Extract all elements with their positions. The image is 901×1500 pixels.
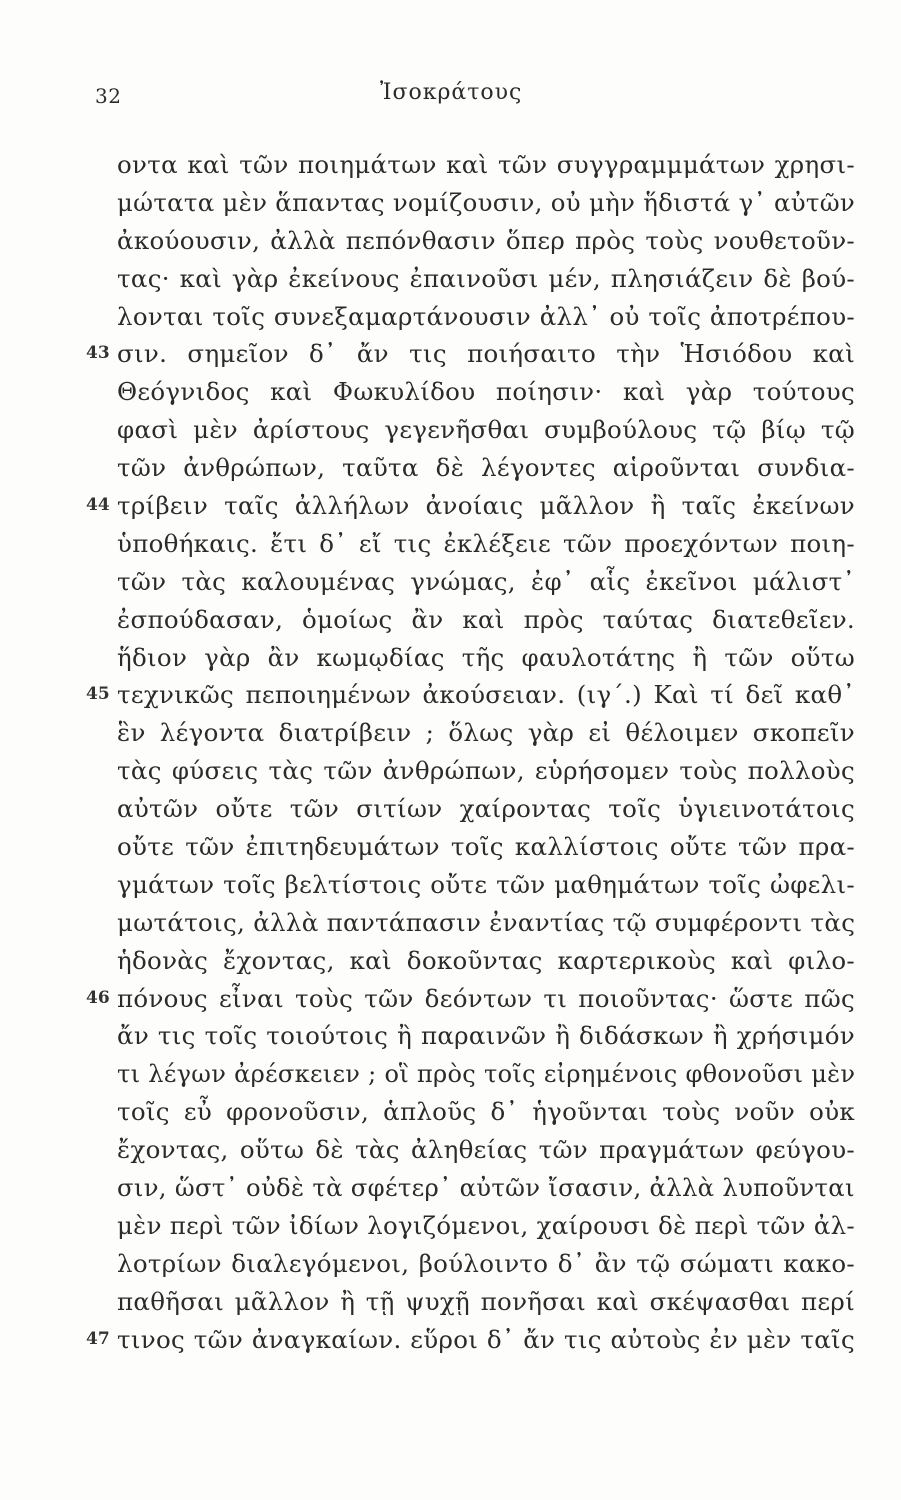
line-text: τρίβειν ταῖς ἀλλήλων ἀνοίαις μᾶλλον ἢ ταῖς ἐκείνων [117, 491, 855, 521]
line-text: παθῆσαι μᾶλλον ἢ τῇ ψυχῇ πονῆσαι καὶ σκέψασθαι περί [117, 1286, 855, 1316]
running-title: Ἰσοκράτους [380, 80, 523, 105]
line-text: πόνους εἶναι τοὺς τῶν δεόντων τι ποιοῦντας· ὥστε πῶς [117, 983, 855, 1013]
line-text: τὰς φύσεις τὰς τῶν ἀνθρώπων, εὑρήσομεν τοὺς πολλοὺς [117, 756, 855, 786]
greek-text-body [0, 146, 901, 1359]
text-line [0, 184, 901, 222]
text-line [0, 411, 901, 449]
line-text: μωτάτοις, ἀλλὰ παντάπασιν ἐναντίας τῷ συμφέροντι τὰς [117, 907, 856, 937]
text-line [0, 601, 901, 639]
text-line [0, 1017, 901, 1055]
line-text: μὲν περὶ τῶν ἰδίων λογιζόμενοι, χαίρουσι δὲ περὶ τῶν ἀλ- [117, 1210, 855, 1240]
line-text: ἔχοντας, οὕτω δὲ τὰς ἀληθείας τῶν πραγμάτων φεύγου- [117, 1135, 855, 1165]
text-line [0, 1283, 901, 1321]
line-text: ἡδονὰς ἔχοντας, καὶ δοκοῦντας καρτερικοὺς καὶ φιλο- [117, 945, 855, 975]
line-text: τινος τῶν ἀναγκαίων. εὕροι δ᾽ ἄν τις αὐτοὺς ἐν μὲν ταῖς [117, 1324, 855, 1354]
line-text: σιν. σημεῖον δ᾽ ἄν τις ποιήσαιτο τὴν Ἡσιόδου καὶ [117, 339, 855, 369]
text-line [0, 335, 901, 373]
page-header [0, 80, 901, 114]
line-text: τας· καὶ γὰρ ἐκείνους ἐπαινοῦσι μέν, πλησιάζειν δὲ βού- [117, 263, 855, 293]
text-line [0, 752, 901, 790]
page-number: 32 [95, 84, 122, 108]
text-line [0, 676, 901, 714]
text-line [0, 904, 901, 942]
section-number: 45 [86, 684, 110, 705]
line-text: λονται τοῖς συνεξαμαρτάνουσιν ἀλλ᾽ οὐ τοῖς ἀποτρέπου- [117, 301, 855, 331]
text-line [0, 563, 901, 601]
text-line [0, 487, 901, 525]
text-line [0, 449, 901, 487]
text-line [0, 1131, 901, 1169]
text-line [0, 828, 901, 866]
text-line [0, 525, 901, 563]
text-line [0, 222, 901, 260]
text-line [0, 373, 901, 411]
line-text: ἀκούουσιν, ἀλλὰ πεπόνθασιν ὅπερ πρὸς τοὺς νουθετοῦν- [117, 225, 855, 255]
line-text: τῶν ἀνθρώπων, ταῦτα δὲ λέγοντες αἱροῦνται συνδια- [117, 453, 855, 483]
line-text: ἥδιον γὰρ ἂν κωμῳδίας τῆς φαυλοτάτης ἢ τῶν οὕτω [117, 642, 855, 672]
line-text: σιν, ὥστ᾽ οὐδὲ τὰ σφέτερ᾽ αὐτῶν ἴσασιν, ἀλλὰ λυποῦνται [117, 1173, 855, 1203]
text-line [0, 866, 901, 904]
text-line [0, 298, 901, 336]
text-line [0, 1093, 901, 1131]
line-text: λοτρίων διαλεγόμενοι, βούλοιντο δ᾽ ἂν τῷ σώματι κακο- [117, 1248, 855, 1278]
line-text: τῶν τὰς καλουμένας γνώμας, ἐφ᾽ αἷς ἐκεῖνοι μάλιστ᾽ [117, 566, 855, 596]
text-line [0, 942, 901, 980]
line-text: τι λέγων ἀρέσκειεν ; οἳ πρὸς τοῖς εἰρημένοις φθονοῦσι μὲν [117, 1059, 856, 1089]
text-line [0, 790, 901, 828]
text-line [0, 146, 901, 184]
text-line [0, 714, 901, 752]
line-text: οὔτε τῶν ἐπιτηδευμάτων τοῖς καλλίστοις οὔτε τῶν πρα- [117, 832, 855, 862]
line-text: αὐτῶν οὔτε τῶν σιτίων χαίροντας τοῖς ὑγιεινοτάτοις [117, 794, 855, 824]
line-text: ὑποθήκαις. ἔτι δ᾽ εἴ τις ἐκλέξειε τῶν προεχόντων ποιη- [117, 528, 855, 558]
line-text: ἄν τις τοῖς τοιούτοις ἢ παραινῶν ἢ διδάσκων ἢ χρήσιμόν [117, 1021, 855, 1051]
section-number: 43 [86, 343, 110, 364]
text-line [0, 1169, 901, 1207]
text-line [0, 980, 901, 1018]
line-text: ἐσπούδασαν, ὁμοίως ἂν καὶ πρὸς ταύτας διατεθεῖεν. [117, 604, 855, 634]
text-line [0, 1245, 901, 1283]
line-text: Θεόγνιδος καὶ Φωκυλίδου ποίησιν· καὶ γὰρ τούτους [117, 377, 855, 407]
line-text: τεχνικῶς πεποιημένων ἀκούσειαν. (ιγ´.) Καὶ τί δεῖ καθ᾽ [117, 680, 855, 710]
line-text: ἓν λέγοντα διατρίβειν ; ὅλως γὰρ εἰ θέλοιμεν σκοπεῖν [117, 718, 855, 748]
section-number: 46 [86, 987, 110, 1008]
text-line [0, 1055, 901, 1093]
text-line [0, 260, 901, 298]
line-text: φασὶ μὲν ἀρίστους γεγενῆσθαι συμβούλους τῷ βίῳ τῷ [117, 415, 855, 445]
text-line [0, 639, 901, 677]
section-number: 47 [86, 1328, 110, 1349]
line-text: τοῖς εὖ φρονοῦσιν, ἁπλοῦς δ᾽ ἡγοῦνται τοὺς νοῦν οὐκ [117, 1097, 855, 1127]
line-text: γμάτων τοῖς βελτίστοις οὔτε τῶν μαθημάτων τοῖς ὠφελι- [117, 869, 855, 899]
text-line [0, 1207, 901, 1245]
text-line [0, 1321, 901, 1359]
line-text: μώτατα μὲν ἅπαντας νομίζουσιν, οὐ μὴν ἥδιστά γ᾽ αὐτῶν [117, 187, 856, 217]
section-number: 44 [86, 495, 110, 516]
line-text: οντα καὶ τῶν ποιημάτων καὶ τῶν συγγραμμμάτων χρησι- [117, 150, 855, 179]
